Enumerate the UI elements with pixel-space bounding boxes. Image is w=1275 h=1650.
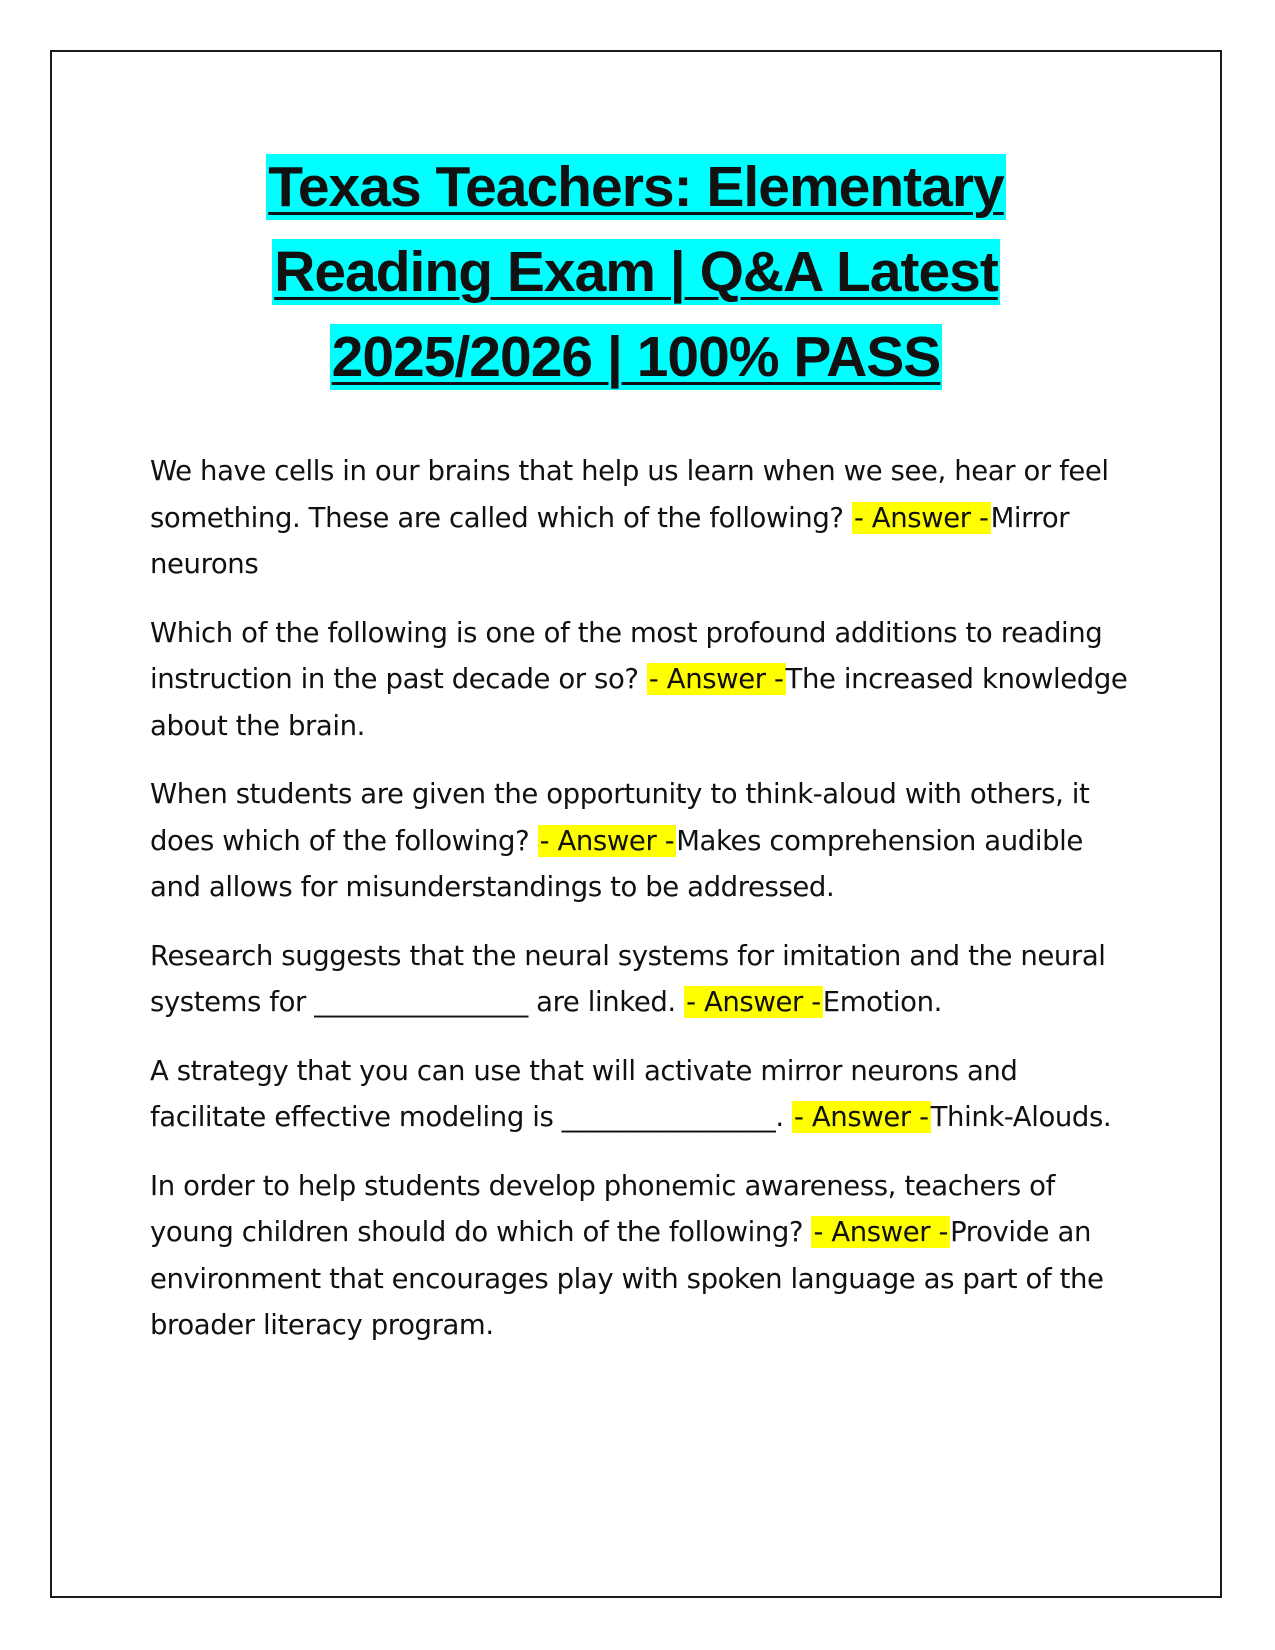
answer-text: Emotion. bbox=[822, 986, 942, 1018]
qa-item bbox=[150, 1163, 1135, 1349]
question-text: We have cells in our brains that help us learn when we see, hear or feel something. These are called which of the following? bbox=[150, 455, 1109, 534]
title-line-2: Reading Exam | Q&A Latest bbox=[274, 240, 998, 304]
qa-item bbox=[150, 610, 1135, 750]
question-text: Research suggests that the neural systems for imitation and the neural systems for ________________ are linked. bbox=[150, 939, 1106, 1018]
answer-marker: - Answer - bbox=[539, 824, 675, 857]
title-line-3: 2025/2026 | 100% PASS bbox=[331, 325, 941, 389]
answer-marker: - Answer - bbox=[813, 1216, 949, 1248]
question-text: Which of the following is one of the most profound additions to reading instruction in the past decade or so? bbox=[150, 616, 1103, 695]
qa-list bbox=[150, 448, 1135, 1371]
answer-marker: - Answer - bbox=[794, 1101, 929, 1133]
qa-item bbox=[150, 1048, 1135, 1141]
question-text: In order to help students develop phonemic awareness, teachers of young children should do which of the following? bbox=[150, 1169, 1055, 1248]
document-title bbox=[50, 148, 1222, 403]
qa-item bbox=[150, 448, 1135, 588]
qa-item bbox=[150, 933, 1135, 1026]
qa-item bbox=[150, 771, 1135, 911]
answer-marker: - Answer - bbox=[686, 986, 821, 1018]
question-text: A strategy that you can use that will activate mirror neurons and facilitate effective modeling is ________________. bbox=[150, 1054, 1018, 1133]
answer-text: Provide an environment that encourages play with spoken language as part of the broader literacy program. bbox=[150, 1216, 1104, 1341]
title-line-1: Texas Teachers: Elementary bbox=[268, 155, 1004, 219]
answer-text: Makes comprehension audible and allows for misunderstandings to be addressed. bbox=[150, 824, 1083, 903]
answer-text: The increased knowledge about the brain. bbox=[150, 663, 1128, 742]
answer-text: Mirror neurons bbox=[150, 501, 1070, 580]
answer-marker: - Answer - bbox=[648, 663, 784, 695]
question-text: When students are given the opportunity to think-aloud with others, it does which of the following? bbox=[150, 778, 1090, 857]
answer-text: Think-Alouds. bbox=[930, 1101, 1112, 1133]
answer-marker: - Answer - bbox=[853, 501, 989, 534]
